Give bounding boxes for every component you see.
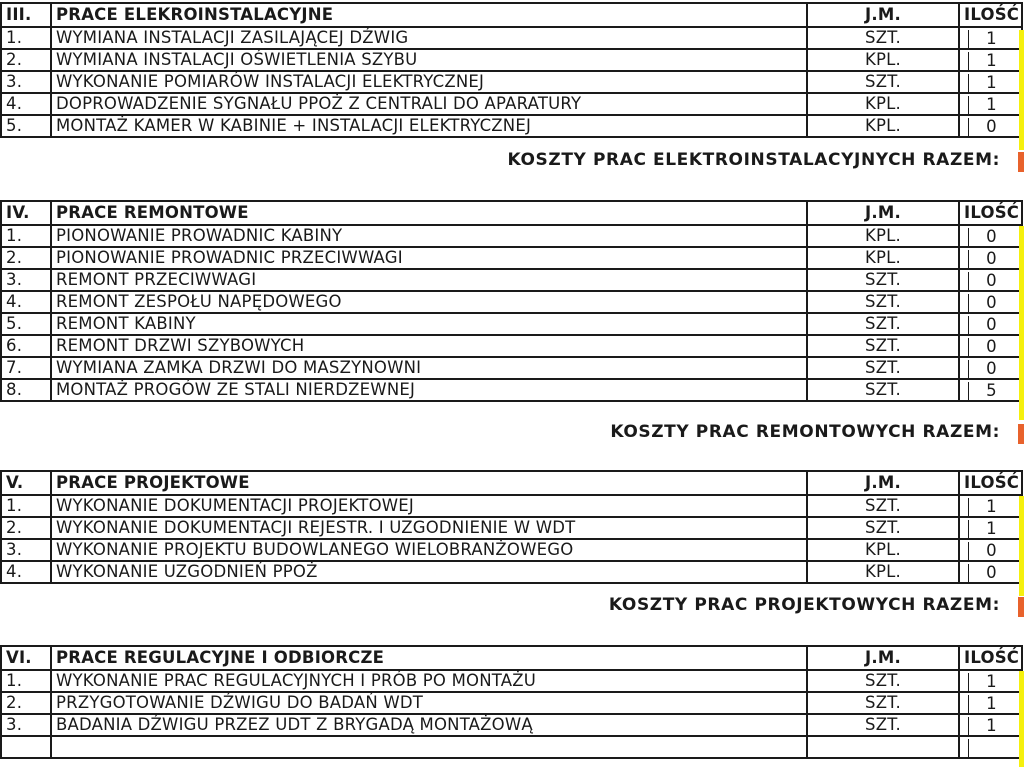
row-description: REMONT PRZECIWWAGI <box>51 269 807 291</box>
table-row <box>1 379 1022 401</box>
row-unit: SZT. <box>807 714 959 736</box>
table-row <box>1 561 1022 583</box>
table-row <box>1 670 1022 692</box>
row-description: PIONOWANIE PROWADNIC PRZECIWWAGI <box>51 247 807 269</box>
row-quantity-cell <box>959 692 1022 714</box>
row-unit: SZT. <box>807 335 959 357</box>
row-number: 6. <box>1 335 51 357</box>
row-number: 3. <box>1 539 51 561</box>
section-header-row <box>1 201 1022 225</box>
row-description: PIONOWANIE PROWADNIC KABINY <box>51 225 807 247</box>
unit-header: J.M. <box>807 646 959 670</box>
row-number: 5. <box>1 313 51 335</box>
row-quantity: 0 <box>968 564 1014 582</box>
row-number: 3. <box>1 714 51 736</box>
row-quantity: 1 <box>968 30 1014 48</box>
row-quantity: 0 <box>968 272 1014 290</box>
row-description: REMONT ZESPOŁU NAPĘDOWEGO <box>51 291 807 313</box>
electrical-table <box>0 2 1023 138</box>
table-row <box>1 335 1022 357</box>
row-quantity: 1 <box>968 717 1014 735</box>
regulation-table <box>0 645 1023 759</box>
row-quantity-cell <box>959 93 1022 115</box>
row-number: 2. <box>1 692 51 714</box>
row-quantity-cell <box>959 561 1022 583</box>
row-description: REMONT DRZWI SZYBOWYCH <box>51 335 807 357</box>
section-header-row <box>1 646 1022 670</box>
row-number: 4. <box>1 93 51 115</box>
row-unit: SZT. <box>807 357 959 379</box>
row-number: 2. <box>1 49 51 71</box>
row-unit: SZT. <box>807 517 959 539</box>
section-title: PRACE PROJEKTOWE <box>51 471 807 495</box>
row-unit: SZT. <box>807 27 959 49</box>
unit-header: J.M. <box>807 471 959 495</box>
row-quantity: 0 <box>968 338 1014 356</box>
section-total-label: KOSZTY PRAC ELEKTROINSTALACYJNYCH RAZEM: <box>507 150 1000 170</box>
table-row <box>1 736 1022 758</box>
row-quantity-cell <box>959 335 1022 357</box>
table-row <box>1 71 1022 93</box>
table-row <box>1 49 1022 71</box>
row-quantity: 0 <box>968 118 1014 136</box>
row-quantity-cell <box>959 225 1022 247</box>
section-regulation <box>0 645 1024 767</box>
row-description: WYMIANA INSTALACJI ZASILAJĄCEJ DŹWIG <box>51 27 807 49</box>
table-row <box>1 291 1022 313</box>
row-description <box>51 736 807 758</box>
section-header-row <box>1 3 1022 27</box>
row-description: REMONT KABINY <box>51 313 807 335</box>
section-total-label: KOSZTY PRAC REMONTOWYCH RAZEM: <box>610 422 1000 442</box>
row-quantity-cell <box>959 115 1022 137</box>
row-description: WYMIANA INSTALACJI OŚWIETLENIA SZYBU <box>51 49 807 71</box>
row-description: WYKONANIE DOKUMENTACJI REJESTR. I UZGODNIENIE W WDT <box>51 517 807 539</box>
row-number: 2. <box>1 247 51 269</box>
row-quantity-cell <box>959 357 1022 379</box>
row-description: WYKONANIE UZGODNIEŃ PPOŻ <box>51 561 807 583</box>
total-value-marker <box>1018 152 1024 172</box>
section-electrical <box>0 2 1024 182</box>
table-row <box>1 357 1022 379</box>
row-quantity-cell <box>959 27 1022 49</box>
highlight-strip <box>1019 30 1024 150</box>
row-unit: KPL. <box>807 93 959 115</box>
row-quantity: 1 <box>968 695 1014 713</box>
row-description: WYKONANIE PROJEKTU BUDOWLANEGO WIELOBRANŻOWEGO <box>51 539 807 561</box>
highlight-strip <box>1019 671 1024 767</box>
row-description: MONTAŻ PROGÓW ZE STALI NIERDZEWNEJ <box>51 379 807 401</box>
row-number: 2. <box>1 517 51 539</box>
row-unit: KPL. <box>807 49 959 71</box>
design-table <box>0 470 1023 584</box>
quantity-header: ILOŚĆ <box>959 3 1022 27</box>
section-title: PRACE REGULACYJNE I ODBIORCZE <box>51 646 807 670</box>
row-description: WYMIANA ZAMKA DRZWI DO MASZYNOWNI <box>51 357 807 379</box>
row-unit: SZT. <box>807 670 959 692</box>
quantity-header: ILOŚĆ <box>959 471 1022 495</box>
table-row <box>1 495 1022 517</box>
row-quantity-cell <box>959 71 1022 93</box>
row-unit: SZT. <box>807 495 959 517</box>
section-design <box>0 470 1024 630</box>
row-number: 4. <box>1 291 51 313</box>
highlight-strip <box>1019 496 1024 596</box>
row-quantity-cell <box>959 49 1022 71</box>
table-row <box>1 225 1022 247</box>
table-row <box>1 517 1022 539</box>
table-row <box>1 539 1022 561</box>
row-number <box>1 736 51 758</box>
row-quantity-cell <box>959 714 1022 736</box>
highlight-strip <box>1019 226 1024 420</box>
row-unit: SZT. <box>807 692 959 714</box>
row-quantity: 0 <box>968 294 1014 312</box>
row-unit: KPL. <box>807 225 959 247</box>
total-value-marker <box>1018 424 1024 444</box>
row-unit: KPL. <box>807 247 959 269</box>
row-quantity: 0 <box>968 250 1014 268</box>
unit-header: J.M. <box>807 3 959 27</box>
row-quantity: 0 <box>968 316 1014 334</box>
row-quantity: 0 <box>968 542 1014 560</box>
row-number: 1. <box>1 495 51 517</box>
row-quantity-cell <box>959 539 1022 561</box>
row-quantity: 0 <box>968 228 1014 246</box>
row-quantity: 1 <box>968 96 1014 114</box>
table-row <box>1 692 1022 714</box>
row-unit <box>807 736 959 758</box>
row-description: WYKONANIE DOKUMENTACJI PROJEKTOWEJ <box>51 495 807 517</box>
row-number: 5. <box>1 115 51 137</box>
row-quantity-cell <box>959 313 1022 335</box>
section-number: V. <box>1 471 51 495</box>
section-header-row <box>1 471 1022 495</box>
table-row <box>1 269 1022 291</box>
row-description: WYKONANIE POMIARÓW INSTALACJI ELEKTRYCZNEJ <box>51 71 807 93</box>
row-description: BADANIA DŹWIGU PRZEZ UDT Z BRYGADĄ MONTAŻOWĄ <box>51 714 807 736</box>
section-number: VI. <box>1 646 51 670</box>
row-unit: SZT. <box>807 71 959 93</box>
renovation-table <box>0 200 1023 402</box>
row-number: 1. <box>1 225 51 247</box>
row-quantity: 1 <box>968 520 1014 538</box>
section-title: PRACE ELEKROINSTALACYJNE <box>51 3 807 27</box>
row-quantity-cell <box>959 670 1022 692</box>
row-number: 4. <box>1 561 51 583</box>
section-total-label: KOSZTY PRAC PROJEKTOWYCH RAZEM: <box>608 595 1000 615</box>
table-row <box>1 714 1022 736</box>
row-unit: SZT. <box>807 313 959 335</box>
unit-header: J.M. <box>807 201 959 225</box>
row-description: WYKONANIE PRAC REGULACYJNYCH I PRÓB PO MONTAŻU <box>51 670 807 692</box>
table-row <box>1 115 1022 137</box>
row-quantity <box>968 739 1014 757</box>
row-quantity-cell <box>959 269 1022 291</box>
table-row <box>1 313 1022 335</box>
row-number: 3. <box>1 269 51 291</box>
total-value-marker <box>1018 597 1024 617</box>
row-quantity: 1 <box>968 52 1014 70</box>
section-renovation <box>0 200 1024 450</box>
row-unit: KPL. <box>807 115 959 137</box>
table-row <box>1 247 1022 269</box>
row-quantity: 1 <box>968 74 1014 92</box>
row-quantity-cell <box>959 291 1022 313</box>
row-quantity-cell <box>959 517 1022 539</box>
row-quantity-cell <box>959 736 1022 758</box>
row-number: 1. <box>1 27 51 49</box>
table-row <box>1 27 1022 49</box>
row-quantity: 0 <box>968 360 1014 378</box>
row-unit: SZT. <box>807 269 959 291</box>
row-quantity: 5 <box>968 382 1014 400</box>
row-quantity-cell <box>959 247 1022 269</box>
row-unit: KPL. <box>807 561 959 583</box>
row-number: 7. <box>1 357 51 379</box>
quantity-header: ILOŚĆ <box>959 201 1022 225</box>
row-quantity-cell <box>959 495 1022 517</box>
row-quantity: 1 <box>968 673 1014 691</box>
quantity-header: ILOŚĆ <box>959 646 1022 670</box>
section-number: III. <box>1 3 51 27</box>
row-number: 8. <box>1 379 51 401</box>
row-description: PRZYGOTOWANIE DŹWIGU DO BADAŃ WDT <box>51 692 807 714</box>
row-quantity: 1 <box>968 498 1014 516</box>
section-number: IV. <box>1 201 51 225</box>
row-description: MONTAŻ KAMER W KABINIE + INSTALACJI ELEKTRYCZNEJ <box>51 115 807 137</box>
row-unit: SZT. <box>807 379 959 401</box>
row-number: 1. <box>1 670 51 692</box>
table-row <box>1 93 1022 115</box>
row-unit: KPL. <box>807 539 959 561</box>
row-number: 3. <box>1 71 51 93</box>
row-quantity-cell <box>959 379 1022 401</box>
section-title: PRACE REMONTOWE <box>51 201 807 225</box>
row-unit: SZT. <box>807 291 959 313</box>
row-description: DOPROWADZENIE SYGNAŁU PPOŻ Z CENTRALI DO APARATURY <box>51 93 807 115</box>
